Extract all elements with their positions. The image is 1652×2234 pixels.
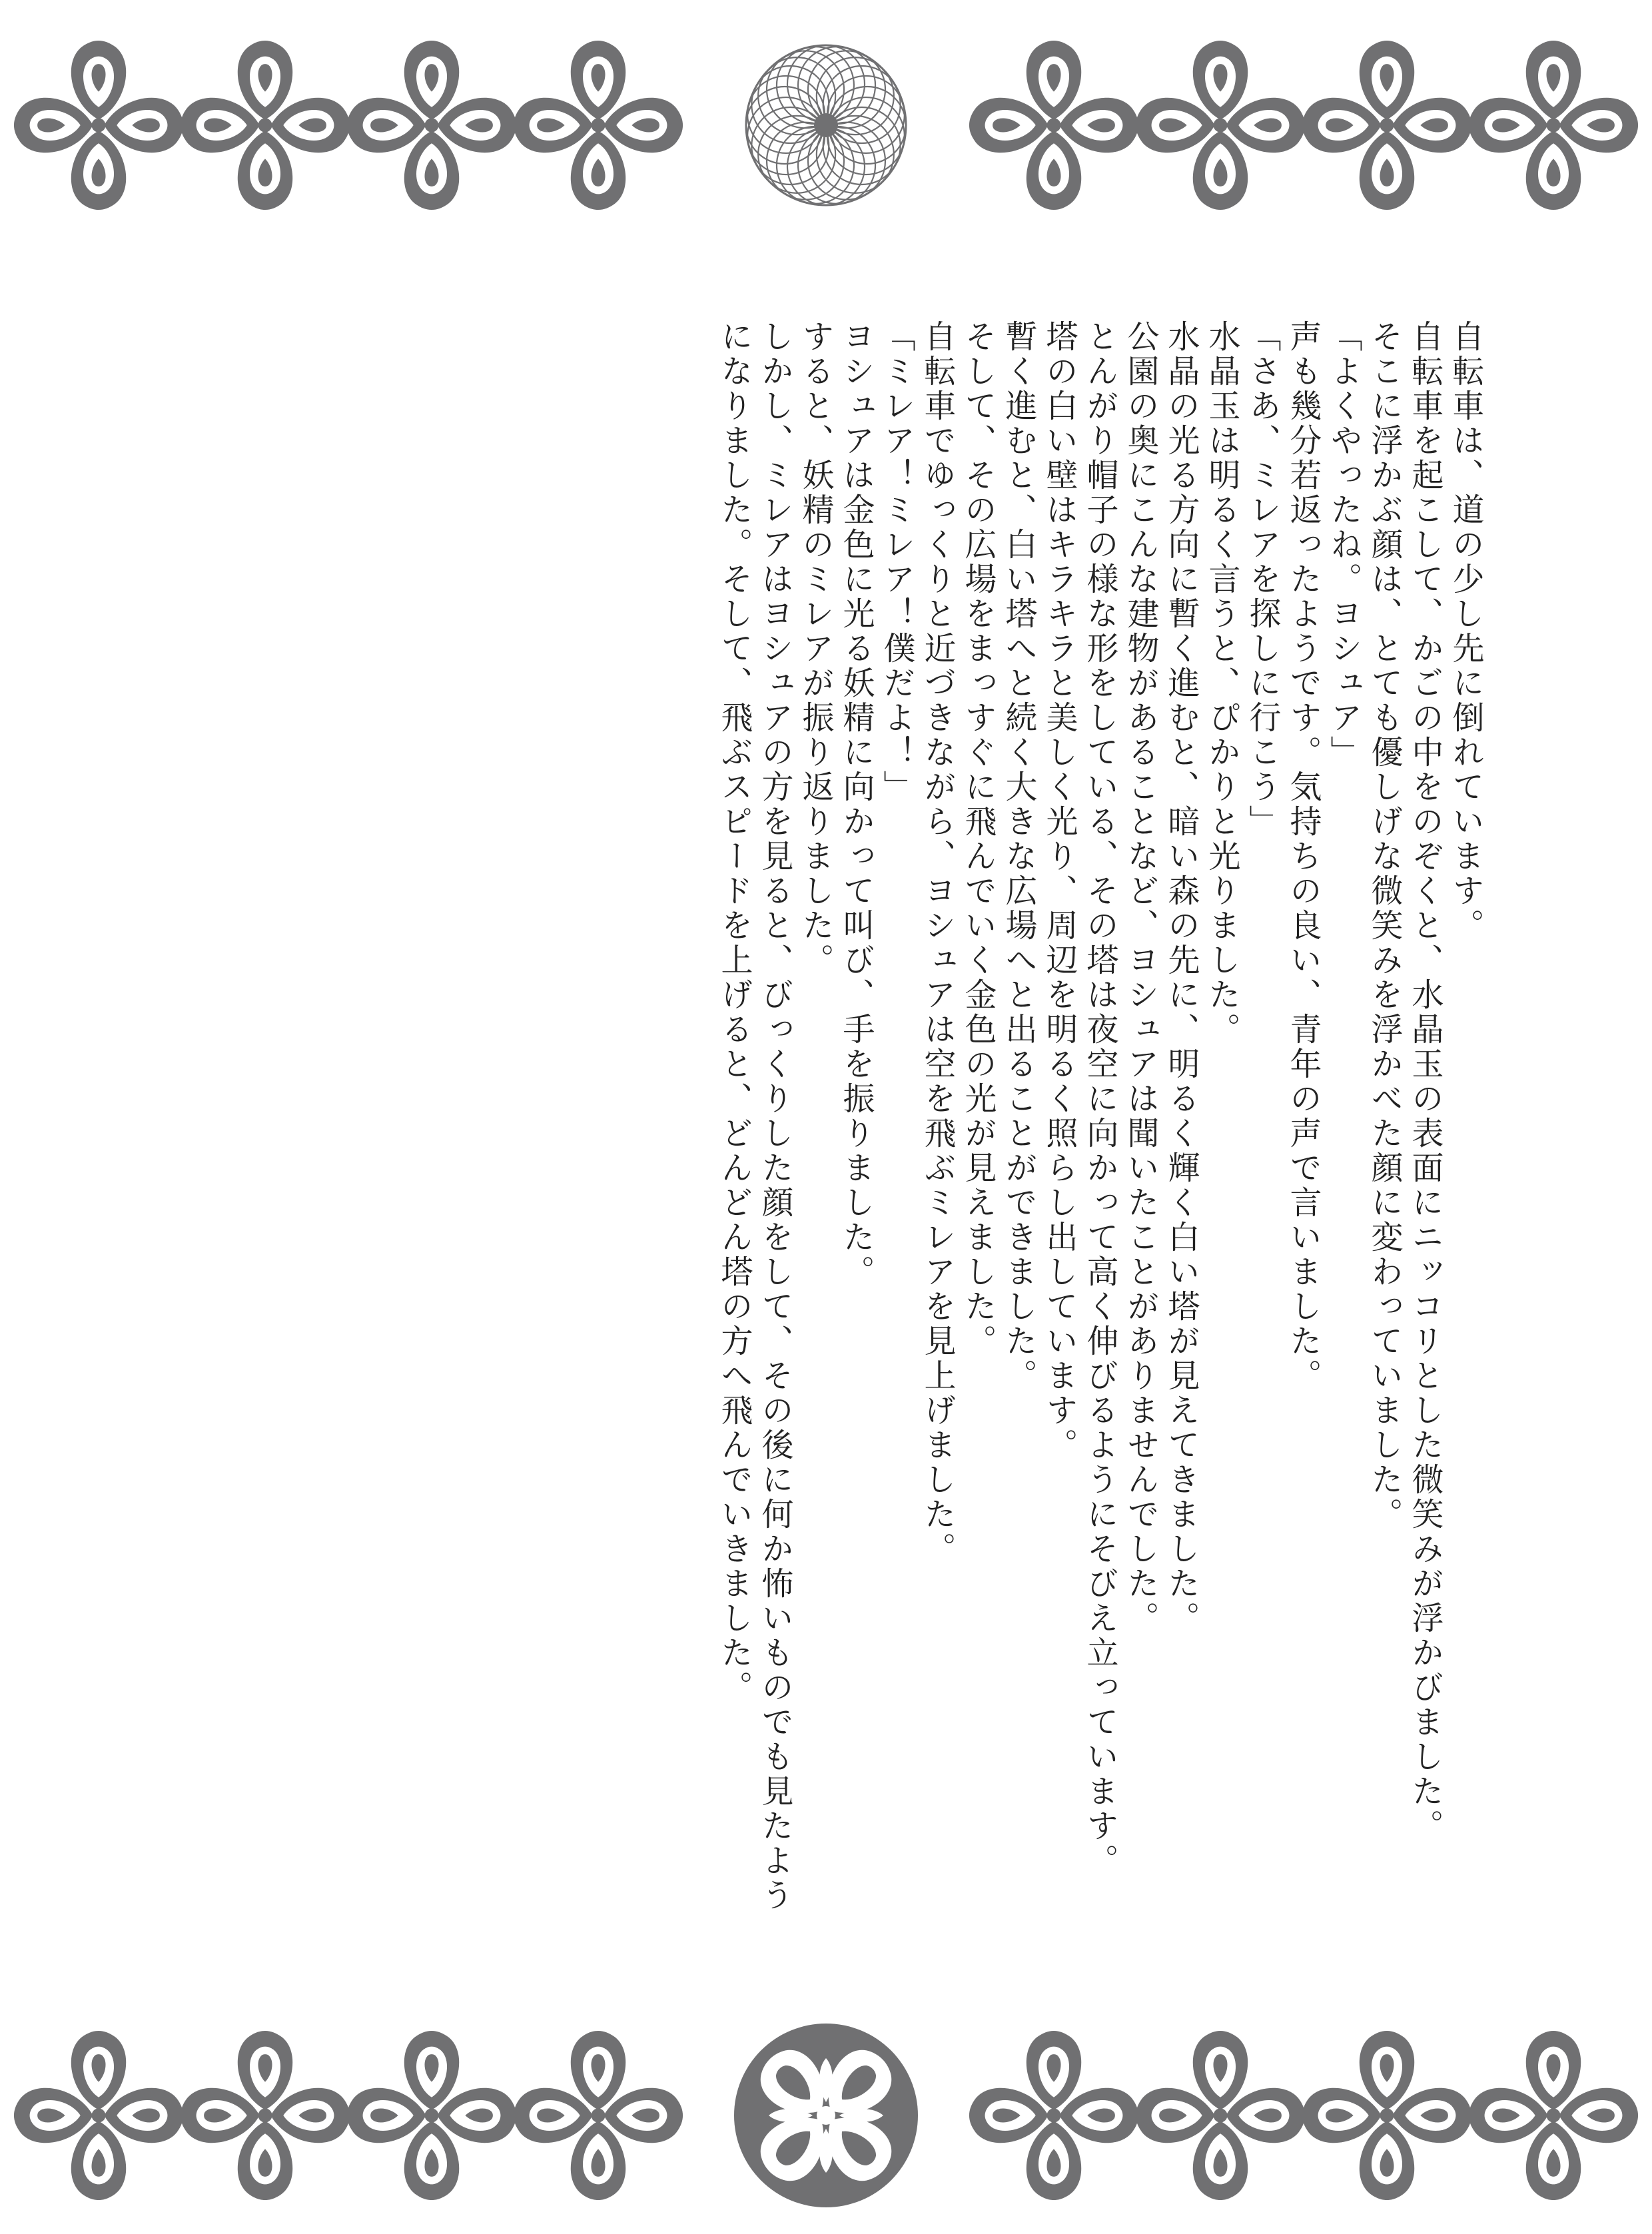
clover-icon	[347, 2031, 516, 2200]
bottom-ornament-band	[0, 2002, 1652, 2229]
paragraph: ヨシュアは金色に光る妖精に向かって叫び、手を振りました。	[837, 320, 875, 1290]
clover-icon	[1136, 2031, 1305, 2200]
paragraph: とんがり帽子の様な形をしている、その塔は夜空に向かって高く伸びるようにそびえ立っています。	[1081, 320, 1118, 1878]
clover-icon	[1469, 41, 1638, 210]
clover-icon	[1136, 41, 1305, 210]
paragraph: 水晶玉は明るく言うと、ぴかりと光りました。	[1203, 320, 1240, 1047]
paragraph: 声も幾分若返ったようです。気持ちの良い、青年の声で言いました。	[1284, 320, 1322, 1393]
clover-icon	[969, 41, 1138, 210]
paragraph: 暫く進むと、白い塔へと続く大きな広場へと出ることができました。	[1000, 320, 1037, 1393]
clover-icon	[514, 2031, 683, 2200]
dialogue-line: 「よくやったね。ヨシュア」	[1325, 320, 1362, 770]
clover-icon	[181, 41, 350, 210]
bottom-ornament-row	[0, 2002, 1652, 2229]
clover-icon	[514, 41, 683, 210]
clover-icon	[1302, 41, 1471, 210]
top-ornament-band	[0, 12, 1652, 238]
paragraph: そして、その広場をまっすぐに飛んでいく金色の光が見えました。	[959, 320, 997, 1359]
clover-icon	[14, 41, 183, 210]
paragraph: 塔の白い壁はキラキラと美しく光り、周辺を明るく照らし出しています。	[1040, 320, 1078, 1463]
rosette-icon	[746, 45, 906, 205]
paragraph: 自転車を起こして、かごの中をのぞくと、水晶玉の表面にニッコリとした微笑みが浮かびました。	[1406, 320, 1444, 1844]
clover-icon	[969, 2031, 1138, 2200]
paragraph: 自転車でゆっくりと近づきながら、ヨシュアは空を飛ぶミレアを見上げました。	[919, 320, 956, 1567]
dialogue-line: 「さあ、ミレアを探しに行こう」	[1244, 320, 1281, 839]
dialogue-line: 「ミレア！ミレア！僕だよ！」	[878, 320, 915, 805]
paragraph: しかし、ミレアはヨシュアの方を見ると、びっくりした顔をして、その後に何か怖いものでも見たようになりました。そして、飛ぶスピードを上げると、どんどん塔の方へ飛んでいきました。	[715, 320, 793, 1913]
paragraph: 水晶の光る方向に暫く進むと、暗い森の先に、明るく輝く白い塔が見えてきました。	[1162, 320, 1200, 1636]
paragraph: すると、妖精のミレアが振り返りました。	[797, 320, 834, 978]
clover-icon	[1469, 2031, 1638, 2200]
clover-icon	[1302, 2031, 1471, 2200]
paragraph: 自転車は、道の少し先に倒れています。	[1447, 320, 1484, 943]
clover-icon	[181, 2031, 350, 2200]
top-ornament-row	[0, 12, 1652, 238]
paragraph: そこに浮かぶ顔は、とても優しげな微笑みを浮かべた顔に変わっていました。	[1366, 320, 1403, 1532]
story-text-area	[167, 320, 1485, 1932]
flower-medallion-icon	[734, 2024, 918, 2207]
clover-icon	[14, 2031, 183, 2200]
story-body	[167, 320, 1485, 1932]
paragraph: 公園の奥にこんな建物があることなど、ヨシュアは聞いたことがありませんでした。	[1122, 320, 1159, 1636]
clover-icon	[347, 41, 516, 210]
